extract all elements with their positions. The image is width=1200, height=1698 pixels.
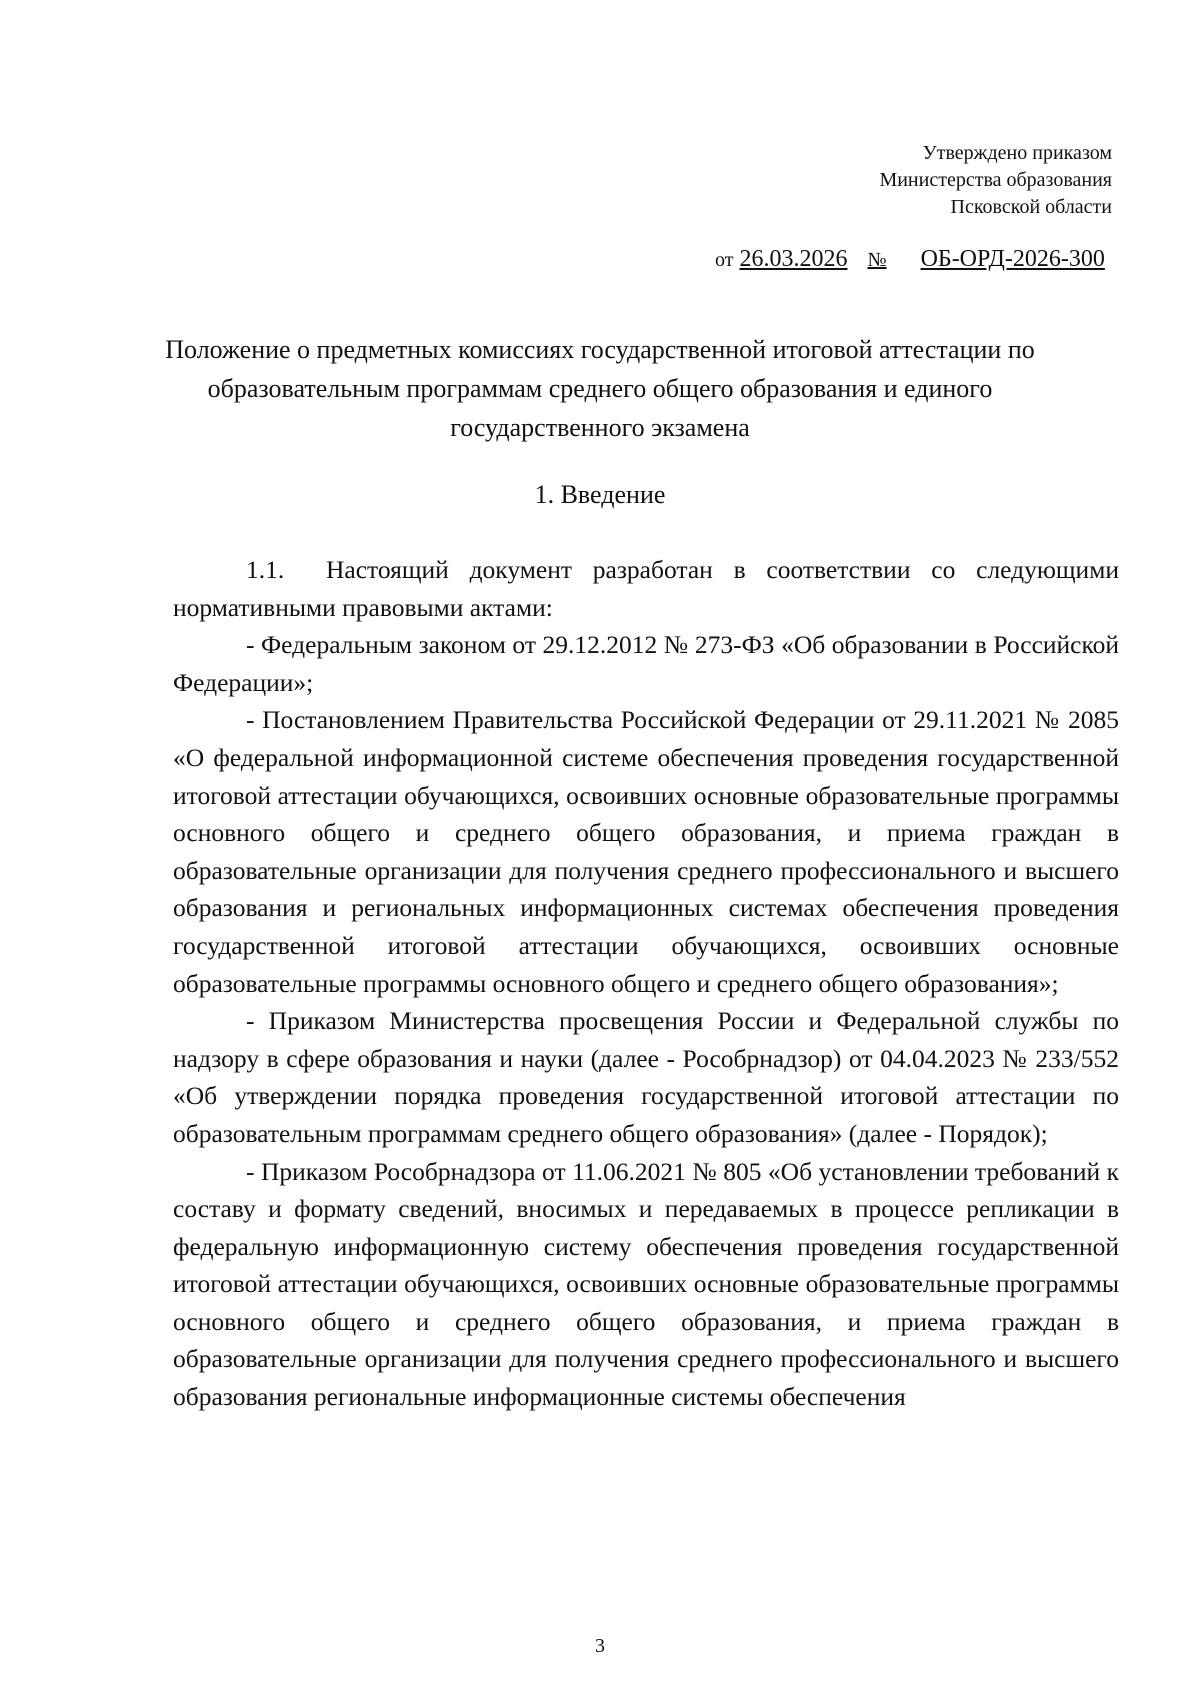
- paragraph-federal-law: - Федеральным законом от 29.12.2012 № 273-ФЗ «Об образовании в Российской Федерации»;: [173, 630, 1119, 697]
- paragraph-government-decree: - Постановлением Правительства Российской Федерации от 29.11.2021 № 2085 «О федеральной информационной системе обеспечения проведения государственной итоговой аттестации обучающихся, освоивших основные образовательные программы основного общего и среднего общего образования, и приема граждан в образовательные организации для получения среднего профессионального и высшего образования и региональных информационных системах обеспечения проведения государственной итоговой аттестации обучающихся, освоивших основные образовательные программы основного общего и среднего общего образования»;: [173, 705, 1119, 998]
- page-number: 3: [595, 1635, 605, 1657]
- approval-line-1: Утверждено приказом: [922, 142, 1112, 164]
- order-from-label: от: [715, 249, 734, 271]
- paragraph-rosobrnadzor-order: - Приказом Рособрнадзора от 11.06.2021 № 805 «Об установлении требований к составу и формату сведений, вносимых и передаваемых в процессе репликации в федеральную информационную систему обеспечения проведения государственной итоговой аттестации обучающихся, освоивших основные образовательные программы основного общего и среднего общего образования, и приема граждан в образовательные организации для получения среднего профессионального и высшего образования региональные информационные системы обеспечения: [173, 1156, 1119, 1412]
- order-reference: [715, 245, 1105, 274]
- paragraph-number: 1.1.: [246, 555, 285, 584]
- order-number-sign: №: [867, 249, 887, 271]
- order-number: ОБ-ОРД-2026-300: [920, 246, 1105, 272]
- order-date: 26.03.2026: [739, 246, 848, 272]
- approval-line-2: Министерства образования: [879, 169, 1112, 191]
- approval-block: [879, 140, 1112, 221]
- document-title: Положение о предметных комиссиях государственной итоговой аттестации по образовательным программам среднего общего образования и единого государственного экзамена: [165, 335, 1035, 442]
- section-heading: 1. Введение: [534, 480, 666, 509]
- approval-line-3: Псковской области: [950, 196, 1112, 218]
- document-body: [173, 551, 1119, 1416]
- paragraph-1-1: [173, 551, 1119, 626]
- paragraph-text: Настоящий документ разработан в соответствии со следующими нормативными правовыми актами:: [173, 555, 1119, 622]
- paragraph-ministry-order: - Приказом Министерства просвещения России и Федеральной службы по надзору в сфере образования и науки (далее - Рособрнадзор) от 04.04.2023 № 233/552 «Об утверждении порядка проведения государственной итоговой аттестации по образовательным программам среднего общего образования» (далее - Порядок);: [173, 1006, 1119, 1148]
